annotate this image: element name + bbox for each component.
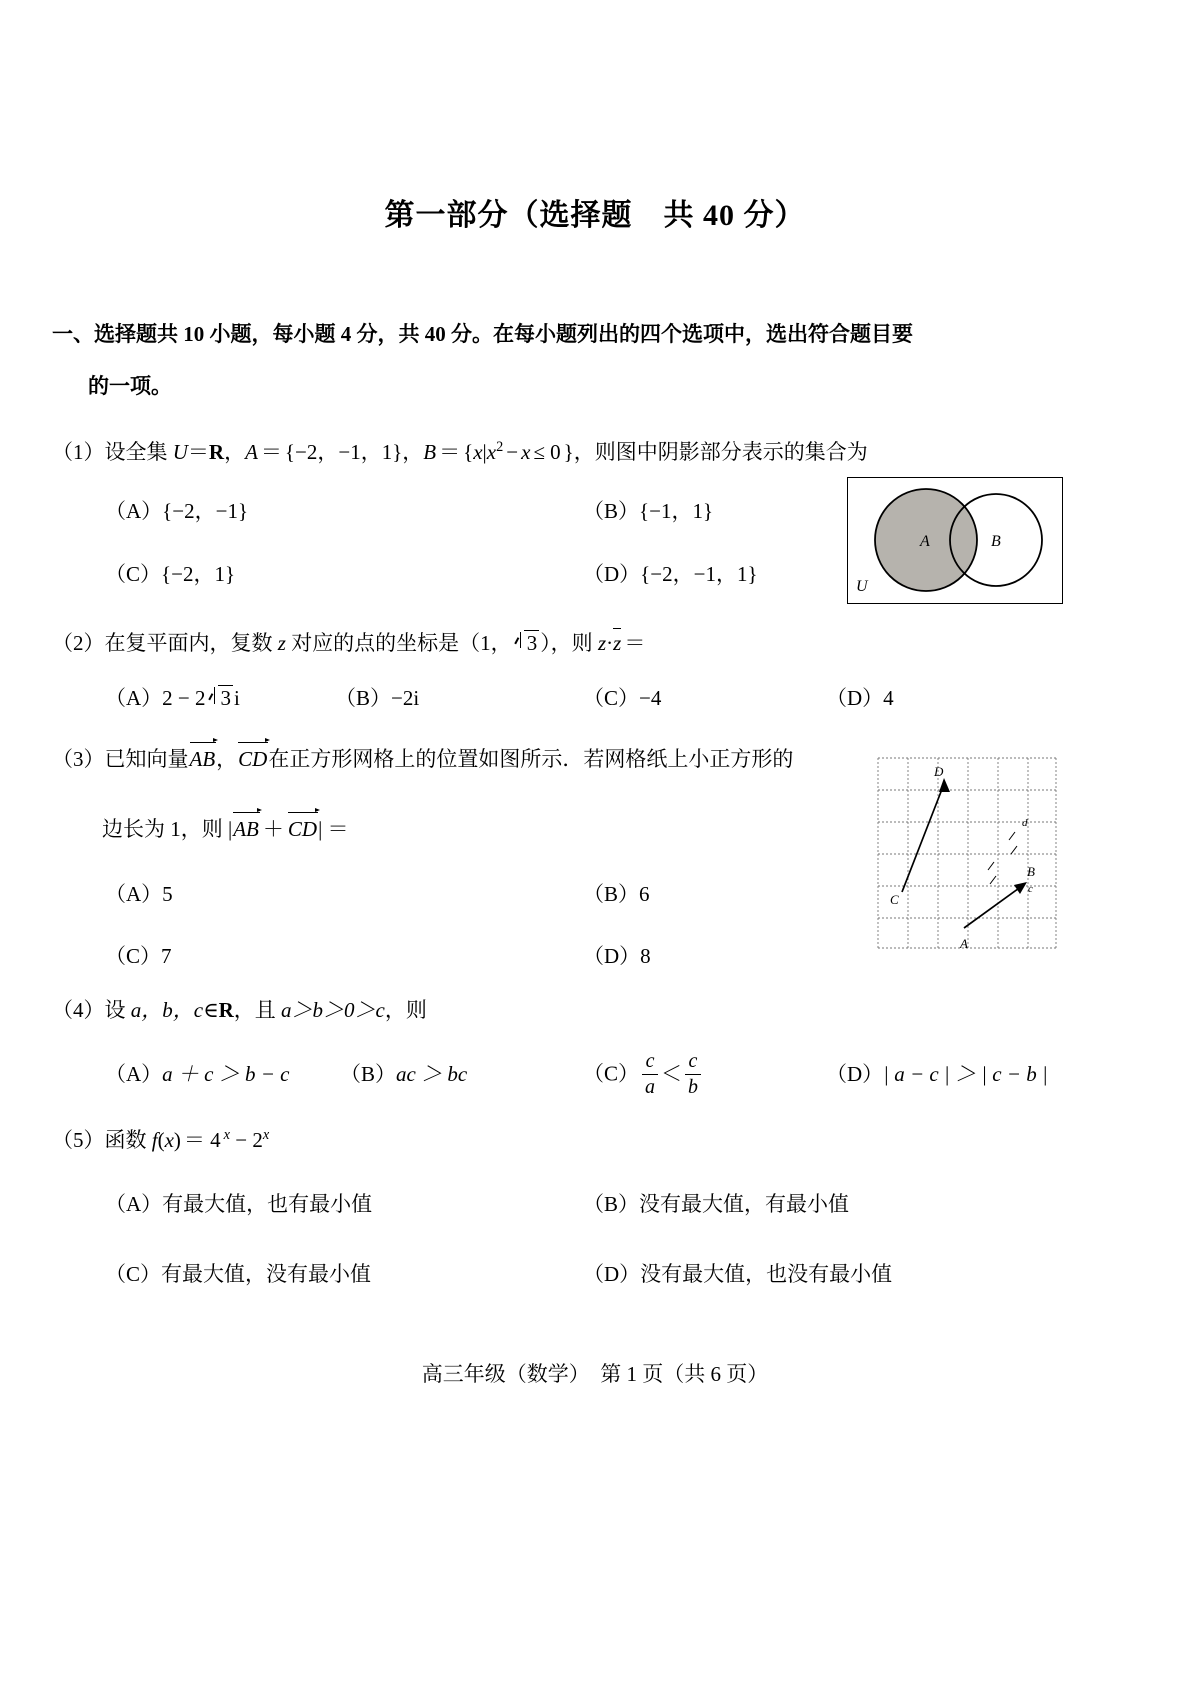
option-4-B-tag: （B） xyxy=(340,1062,397,1086)
option-5-C-tag: （C） xyxy=(105,1262,162,1286)
vector-CD-1-label: CD xyxy=(238,747,268,771)
venn-label-b: B xyxy=(991,533,1001,550)
option-5-A[interactable] xyxy=(105,1188,372,1218)
option-5-D[interactable] xyxy=(583,1258,892,1288)
vector-AB-1-label: AB xyxy=(189,747,216,771)
question-5 xyxy=(52,1128,269,1152)
question-4-number: （4） xyxy=(52,998,105,1022)
comma-2: ， xyxy=(402,440,424,464)
element-of-sign: ∈ xyxy=(203,998,219,1022)
minus-sign: − xyxy=(506,440,519,464)
question-3-line2-wrap xyxy=(102,817,349,841)
question-4-vars: a，b，c xyxy=(130,998,204,1022)
set-B-expr-x: x xyxy=(486,440,497,464)
option-5-D-tag: （D） xyxy=(583,1262,641,1286)
less-than-sign: ＜ xyxy=(660,1061,682,1086)
option-3-B-text: 6 xyxy=(639,882,650,906)
vector-AB-2 xyxy=(233,815,259,841)
option-5-A-tag: （A） xyxy=(105,1192,163,1216)
exponent-x-2: x xyxy=(262,1127,270,1143)
option-3-C-text: 7 xyxy=(161,944,172,968)
option-2-D-text: 4 xyxy=(883,686,894,710)
option-2-B-tag: （B） xyxy=(335,686,392,710)
symbol-z-bar: z xyxy=(613,631,622,655)
symbol-B: B xyxy=(423,440,437,464)
option-2-A-post: i xyxy=(234,686,240,710)
set-builder-bar: | xyxy=(482,440,487,464)
question-4-stem-c: ，则 xyxy=(384,998,427,1022)
question-1 xyxy=(52,440,868,464)
option-3-D[interactable] xyxy=(583,940,651,970)
option-1-C-text: {−2，1} xyxy=(161,562,236,586)
option-1-A-text: {−2，−1} xyxy=(162,499,249,523)
symbol-U: U xyxy=(172,440,188,464)
question-2-stem xyxy=(52,631,648,655)
option-1-A-tag: （A） xyxy=(105,499,163,523)
fraction-c-over-a xyxy=(642,1049,658,1100)
question-5-stem-a: 函数 xyxy=(104,1128,152,1152)
option-3-A-tag: （A） xyxy=(105,882,163,906)
function-f: f xyxy=(151,1128,158,1152)
question-3-stem-line1 xyxy=(52,747,793,771)
question-1-number: （1） xyxy=(52,440,105,464)
instruction-block xyxy=(52,308,1052,412)
option-5-B-tag: （B） xyxy=(583,1192,640,1216)
option-4-D-tag: （D） xyxy=(826,1062,884,1086)
symbol-R-q4: R xyxy=(218,998,234,1022)
set-B-inequality: ≤ 0 xyxy=(533,440,561,464)
option-4-B-text: ac ＞ bc xyxy=(396,1062,468,1086)
question-5-minus: − 2 xyxy=(230,1128,263,1152)
option-3-C-tag: （C） xyxy=(105,944,162,968)
vector-CD-2 xyxy=(288,815,317,841)
venn-svg xyxy=(848,478,1058,599)
instruction-line-2: 的一项。 xyxy=(88,374,172,398)
option-5-C[interactable] xyxy=(105,1258,371,1288)
fraction-1-denominator: a xyxy=(645,1075,655,1098)
option-3-A[interactable] xyxy=(105,878,173,908)
equals-sign-2: ＝ xyxy=(260,440,282,464)
option-1-B-text: {−1，1} xyxy=(639,499,714,523)
question-1-stem xyxy=(52,440,868,464)
equals-sign-3: ＝ xyxy=(439,440,461,464)
option-2-A-pre: 2 − 2 xyxy=(162,686,206,710)
question-2-stem-b: 对应的点的坐标是（1， xyxy=(285,631,512,655)
option-5-A-text: 有最大值，也有最小值 xyxy=(162,1192,373,1216)
option-1-A[interactable] xyxy=(105,495,248,525)
question-3-comma: ， xyxy=(216,747,238,771)
option-3-D-text: 8 xyxy=(640,944,651,968)
option-2-A-sqrt xyxy=(207,685,234,711)
option-1-D-text: {−2，−1，1} xyxy=(640,562,758,586)
question-5-eq: ＝ 4 xyxy=(183,1128,221,1152)
option-2-A[interactable] xyxy=(105,682,240,712)
option-3-C[interactable] xyxy=(105,940,172,970)
question-5-number: （5） xyxy=(52,1128,105,1152)
option-5-C-text: 有最大值，没有最小值 xyxy=(161,1262,372,1286)
set-A-value: {−2，−1，1} xyxy=(284,440,403,464)
equals-sign-1: ＝ xyxy=(187,440,209,464)
option-5-D-text: 没有最大值，也没有最小值 xyxy=(640,1262,893,1286)
vector-grid-svg xyxy=(872,752,1062,955)
option-2-D[interactable] xyxy=(826,682,894,712)
page-footer: 高三年级（数学） 第 1 页（共 6 页） xyxy=(421,1362,769,1386)
option-1-C[interactable] xyxy=(105,558,235,588)
vector-grid-figure xyxy=(872,752,1062,955)
venn-label-a: A xyxy=(920,533,930,550)
option-1-D-tag: （D） xyxy=(583,562,641,586)
venn-label-u: U xyxy=(856,578,868,595)
set-B-expr-x2: x xyxy=(521,440,531,464)
question-3-stem-line2 xyxy=(102,815,349,841)
option-2-C-tag: （C） xyxy=(583,686,640,710)
option-4-A-tag: （A） xyxy=(105,1062,163,1086)
option-1-B-tag: （B） xyxy=(583,499,640,523)
option-4-A-text: a ＋ c ＞ b − c xyxy=(162,1062,290,1086)
equals-sign-q2: ＝ xyxy=(624,631,646,655)
symbol-z: z xyxy=(277,631,286,655)
option-2-D-tag: （D） xyxy=(826,686,884,710)
question-1-stem-tail: ，则图中阴影部分表示的集合为 xyxy=(573,440,868,464)
question-3-line1-b: 在正方形网格上的位置如图所示．若网格纸上小正方形的 xyxy=(268,747,794,771)
brace-open: { xyxy=(463,440,474,464)
option-2-A-tag: （A） xyxy=(105,686,163,710)
option-2-B[interactable] xyxy=(335,682,419,712)
vector-CD-2-label: CD xyxy=(287,817,318,841)
option-1-C-tag: （C） xyxy=(105,562,162,586)
venn-diagram-figure xyxy=(847,477,1063,604)
part-title-paren: （选择题 共 40 分） xyxy=(508,199,806,232)
question-2-stem-c: ），则 xyxy=(540,631,598,655)
grid-label-A: A xyxy=(960,936,968,951)
paren-close: ) xyxy=(173,1128,181,1152)
option-3-A-text: 5 xyxy=(162,882,173,906)
z-conjugate xyxy=(613,631,621,655)
brace-close: } xyxy=(563,440,574,464)
sqrt-3-radicand: 3 xyxy=(524,630,540,655)
option-4-A[interactable] xyxy=(105,1058,289,1088)
set-B-exponent: 2 xyxy=(496,439,504,455)
option-4-B[interactable] xyxy=(340,1058,467,1088)
question-3-line1-a: 已知向量 xyxy=(104,747,189,771)
symbol-A: A xyxy=(245,440,258,464)
vector-arrow-tip xyxy=(315,808,320,812)
question-3 xyxy=(52,745,793,771)
grid-helper-marks xyxy=(988,832,1017,884)
option-2-B-text: −2i xyxy=(391,686,420,710)
question-4 xyxy=(52,998,427,1022)
symbol-R: R xyxy=(208,440,225,464)
question-2-number: （2） xyxy=(52,631,105,655)
question-4-inequality: a＞b＞0＞c xyxy=(281,998,385,1022)
option-2-A-radicand: 3 xyxy=(218,685,234,711)
option-3-B[interactable] xyxy=(583,878,650,908)
option-3-D-tag: （D） xyxy=(583,944,641,968)
sqrt-3 xyxy=(513,630,540,655)
vector-arrow-tip xyxy=(257,808,262,812)
paren-open: ( xyxy=(157,1128,165,1152)
option-3-B-tag: （B） xyxy=(583,882,640,906)
exponent-x-1: x xyxy=(223,1127,231,1143)
vector-AB-2-label: AB xyxy=(233,817,259,841)
question-3-number: （3） xyxy=(52,747,105,771)
comma-1: ， xyxy=(224,440,246,464)
question-4-stem-b: ，且 xyxy=(233,998,282,1022)
question-4-stem xyxy=(52,998,427,1022)
option-2-C-text: −4 xyxy=(639,686,662,710)
option-4-D-text: | a − c | ＞ | c − b | xyxy=(883,1062,1048,1086)
question-1-stem-prefix: 设全集 xyxy=(104,440,173,464)
vector-CD-1 xyxy=(238,745,267,771)
fraction-2-numerator: c xyxy=(685,1049,701,1075)
vector-ab-arrow xyxy=(964,882,1027,928)
vector-cd-arrow xyxy=(902,778,950,892)
option-1-B[interactable] xyxy=(583,495,713,525)
grid-label-D: D xyxy=(934,764,944,779)
grid-label-C: C xyxy=(890,892,899,907)
option-5-B-text: 没有最大值，有最小值 xyxy=(639,1192,850,1216)
vector-arrow-tip xyxy=(213,738,218,742)
question-3-line2-b: | ＝ xyxy=(318,817,349,841)
question-2-stem-a: 在复平面内，复数 xyxy=(104,631,278,655)
page-title xyxy=(0,190,1190,234)
question-2 xyxy=(52,630,648,655)
question-5-stem xyxy=(52,1128,269,1152)
question-4-stem-a: 设 xyxy=(104,998,131,1022)
fraction-2-denominator: b xyxy=(687,1075,698,1098)
part-title-main: 第一部分 xyxy=(384,199,509,232)
question-3-line2-a: 边长为 1，则 | xyxy=(102,817,233,841)
dot-operator: · xyxy=(606,631,614,655)
set-B-var: x xyxy=(473,440,483,464)
variable-x: x xyxy=(164,1128,174,1152)
grid-label-d-lower: d xyxy=(1022,817,1028,829)
option-4-C-tag: （C） xyxy=(583,1061,640,1086)
option-2-C[interactable] xyxy=(583,682,661,712)
grid-lines xyxy=(878,758,1056,948)
option-5-B[interactable] xyxy=(583,1188,849,1218)
vector-arrow-tip xyxy=(265,738,270,742)
grid-label-c-lower: c xyxy=(1028,883,1033,895)
option-4-C[interactable] xyxy=(583,1050,704,1101)
fraction-1-numerator: c xyxy=(642,1049,658,1075)
fraction-c-over-b xyxy=(685,1049,701,1100)
vector-AB-1 xyxy=(190,745,216,771)
plus-sign: ＋ xyxy=(262,817,284,841)
instruction-line-1: 一、选择题共 10 小题，每小题 4 分，共 40 分。在每小题列出的四个选项中，选出符合题目要 xyxy=(52,322,913,346)
grid-label-B: B xyxy=(1027,864,1035,879)
option-1-D[interactable] xyxy=(583,558,758,588)
option-4-D[interactable] xyxy=(826,1058,1048,1088)
symbol-z2: z xyxy=(597,631,607,655)
